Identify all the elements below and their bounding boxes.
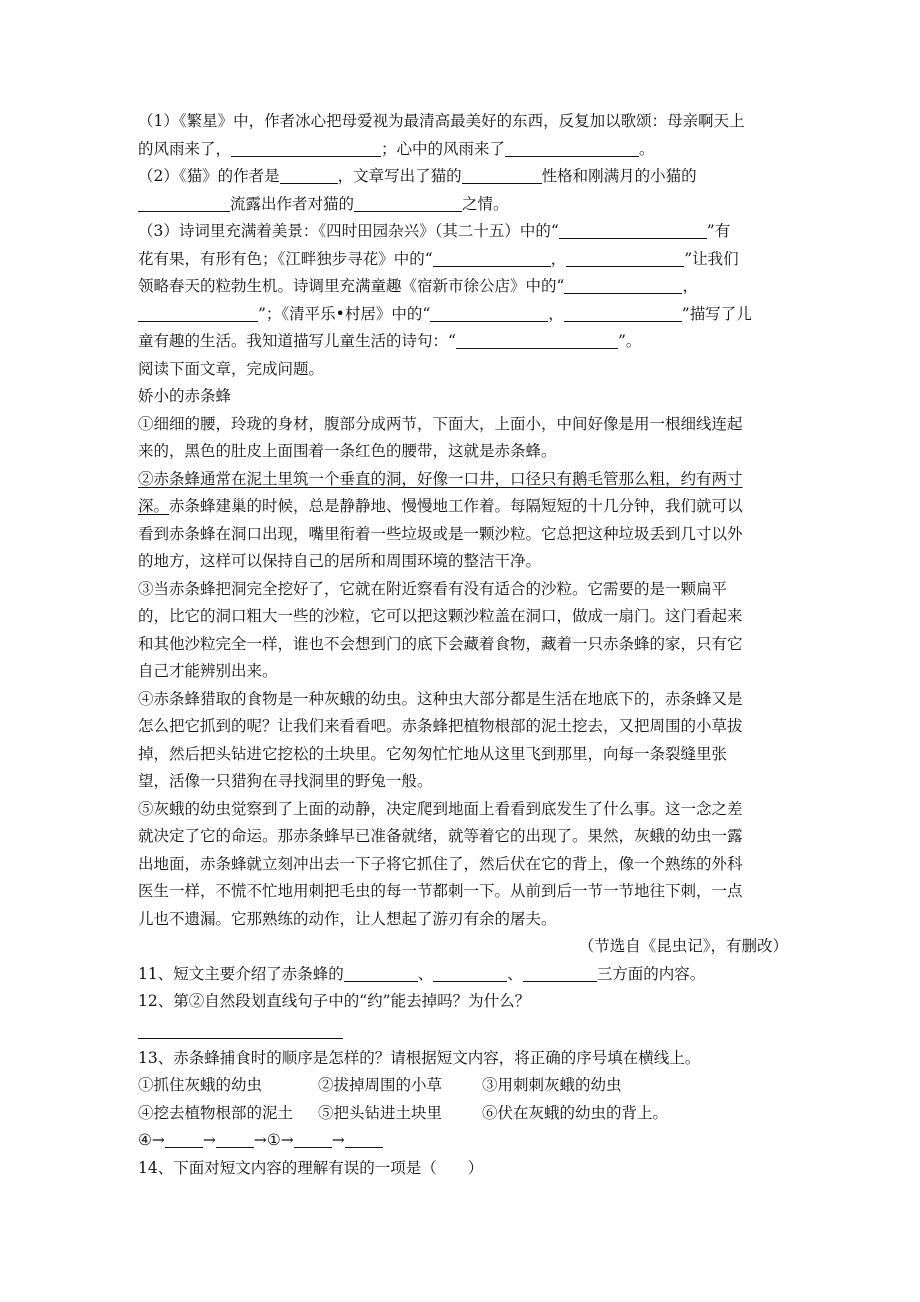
q3-text-e: ”让我们	[684, 249, 739, 268]
option-5: ⑤把头钻进土块里	[318, 1103, 443, 1122]
q3-text-d: ，	[550, 249, 567, 268]
answer-blank[interactable]	[523, 964, 597, 982]
paragraph-line: 和其他沙粒完全一样，谁也不会想到门的底下会藏着食物，藏着一只赤条蜂的家，只有它	[138, 634, 743, 653]
answer-blank[interactable]	[345, 1130, 383, 1148]
q3-line-3	[138, 273, 788, 301]
paragraph-line: 的，比它的洞口粗大一些的沙粒，它可以把这颗沙粒盖在洞口，做成一扇门。这门看起来	[138, 607, 743, 625]
q14: 14、下面对短文内容的理解有误的一项是（ ）	[138, 1158, 484, 1177]
q13-options-row-2	[138, 1100, 788, 1128]
q11-sep: 、	[417, 964, 434, 983]
q3-line-4	[138, 301, 788, 329]
paragraph-text: 赤条蜂建巢的时候，总是静静地、慢慢地工作着。每隔短短的十几分钟，我们就可以	[169, 497, 743, 515]
q3-text-b: ”有	[706, 222, 731, 240]
q2-text-e: 之情。	[462, 194, 509, 213]
paragraph-3	[138, 576, 788, 686]
q13-sequence	[138, 1127, 788, 1155]
q1-text: （1）《繁星》中，作者冰心把母爱视为最清高最美好的东西，反复加以歌颂：母亲啊天上	[138, 112, 745, 130]
q11-sep: 、	[507, 964, 523, 983]
option-6: ⑥伏在灰蛾的幼虫的背上。	[482, 1103, 669, 1122]
q13-options-row-1	[138, 1072, 788, 1100]
q3-text-j: ”描写了儿	[681, 304, 752, 323]
paragraph-1	[138, 411, 788, 466]
option-3: ③用刺刺灰蛾的幼虫	[482, 1076, 622, 1094]
q3-text-l: ”。	[617, 332, 642, 350]
paragraph-line	[138, 466, 788, 494]
answer-blank[interactable]	[564, 276, 682, 294]
q2-line-2	[138, 191, 788, 219]
answer-blank[interactable]	[433, 964, 507, 982]
answer-blank[interactable]	[564, 304, 682, 322]
option-4: ④挖去植物根部的泥土	[138, 1103, 294, 1122]
worksheet-page	[138, 108, 788, 1182]
answer-blank[interactable]	[165, 1130, 203, 1148]
underlined-sentence: ②赤条蜂通常在泥土里筑一个垂直的洞，好像一口井，口径只有鹅毛管那么粗，约有两寸	[138, 469, 743, 488]
paragraph-4	[138, 686, 788, 796]
paragraph-line: 儿也不遗漏。它那熟练的动作，让人想起了游刃有余的屠夫。	[138, 909, 557, 928]
q3-text-i: ，	[548, 304, 564, 323]
q2-line-1	[138, 163, 788, 191]
reading-intro: 阅读下面文章，完成问题。	[138, 359, 325, 378]
q3-text-f: 领略春天的粒勃生机。诗调里充满童趣《宿新市徐公店》中的“	[138, 277, 565, 295]
q2-text-d: 流露出作者对猫的	[230, 194, 355, 213]
q3-line-1	[138, 218, 788, 246]
answer-blank[interactable]	[566, 249, 684, 267]
answer-blank[interactable]	[433, 249, 551, 267]
q3-text-k: 童有趣的生活。我知道描写儿童生活的诗句：“	[138, 332, 456, 350]
paragraph-5	[138, 796, 788, 934]
answer-blank[interactable]	[231, 139, 381, 157]
answer-blank[interactable]	[462, 166, 542, 184]
seq-arrow: →	[202, 1131, 216, 1149]
q3-text-h: ”；《清平乐•村居》中的“	[258, 304, 431, 323]
answer-blank[interactable]	[138, 194, 230, 212]
q3-text-a: （3）诗词里充满着美景：《四时田园杂兴》（其二十五）中的“	[138, 222, 559, 240]
q2-text-c: 性格和刚满月的小猫的	[541, 167, 697, 185]
paragraph-line: 望，活像一只猎狗在寻找洞里的野兔一般。	[138, 772, 433, 790]
paragraph-line: 怎么把它抓到的呢？让我们来看看吧。赤条蜂把植物根部的泥土挖去，又把周围的小草拔	[138, 717, 743, 735]
underlined-sentence: 深。	[138, 497, 170, 515]
option-1: ①抓住灰蛾的幼虫	[138, 1076, 263, 1094]
seq-start: ④→	[138, 1131, 165, 1149]
answer-blank[interactable]	[216, 1130, 254, 1148]
q11-text-a: 11、短文主要介绍了赤条蜂的	[138, 964, 344, 983]
answer-blank[interactable]	[505, 139, 639, 157]
seq-mid: →①→	[253, 1131, 294, 1149]
q1-text-a: 的风雨来了，	[138, 139, 232, 158]
paragraph-line: 医生一样，不慌不忙地用刺把毛虫的每一节都刺一下。从前到后一节一节地往下刺，一点	[138, 882, 743, 900]
paragraph-line	[138, 493, 788, 521]
answer-blank[interactable]	[354, 194, 462, 212]
q12-answer-line[interactable]	[138, 1038, 343, 1039]
q11-text-b: 三方面的内容。	[596, 964, 706, 983]
q3-line-2	[138, 246, 788, 274]
seq-arrow: →	[331, 1131, 345, 1149]
q3-line-5	[138, 328, 788, 356]
paragraph-line: 看到赤条蜂在洞口出现，嘴里衔着一些垃圾或是一颗沙粒。它总把这种垃圾丢到几寸以外	[138, 524, 743, 543]
answer-blank[interactable]	[294, 1130, 332, 1148]
paragraph-line: ①细细的腰，玲珑的身材，腹部分成两节，下面大，上面小，中间好像是用一根细线连起	[138, 414, 743, 433]
q13-question: 13、赤条蜂捕食时的顺序是怎样的？请根据短文内容，将正确的序号填在横线上。	[138, 1048, 701, 1067]
q3-text-c: 花有果，有形有色；《江畔独步寻花》中的“	[138, 249, 433, 268]
option-2: ②拔掉周围的小草	[318, 1076, 443, 1094]
paragraph-line: 就决定了它的命运。那赤条蜂早已准备就绪，就等着它的出现了。果然，灰蛾的幼虫一露	[138, 827, 743, 845]
paragraph-line: 来的，黑色的肚皮上面围着一条红色的腰带，这就是赤条蜂。	[138, 442, 557, 460]
article-title: 娇小的赤条蜂	[138, 387, 232, 405]
q2-text-a: （2）《猫》的作者是	[138, 167, 280, 185]
answer-blank[interactable]	[559, 221, 707, 239]
paragraph-line: ④赤条蜂猎取的食物是一种灰蛾的幼虫。这种虫大部分都是生活在地底下的，赤条蜂又是	[138, 689, 743, 708]
paragraph-line: 的地方，这样可以保持自己的居所和周围环境的整洁干净。	[138, 552, 542, 570]
q1-line-2	[138, 136, 788, 164]
paragraph-2	[138, 466, 788, 576]
paragraph-line: ⑤灰蛾的幼虫觉察到了上面的动静，决定爬到地面上看看到底发生了什么事。这一念之差	[138, 799, 743, 818]
answer-blank[interactable]	[344, 964, 418, 982]
paragraph-line: ③当赤条蜂把洞完全挖好了，它就在附近察看有没有适合的沙粒。它需要的是一颗扁平	[138, 579, 728, 598]
paragraph-line: 掉，然后把头钻进它挖松的土块里。它匆匆忙忙地从这里飞到那里，向每一条裂缝里张	[138, 744, 728, 763]
q1-text-c: 。	[639, 139, 655, 158]
article-source: （节选自《昆虫记》，有删改）	[578, 937, 788, 955]
answer-blank[interactable]	[280, 166, 338, 184]
q2-text-b: ，文章写出了猫的	[337, 167, 462, 185]
paragraph-line: 出地面，赤条蜂就立刻冲出去一下子将它抓住了，然后伏在它的背上，像一个熟练的外科	[138, 854, 743, 873]
q3-text-g: ，	[682, 277, 698, 295]
q11	[138, 961, 788, 989]
q12: 12、第②自然段划直线句子中的“约”能去掉吗？为什么？	[138, 992, 531, 1010]
q1-text-b: ；心中的风雨来了	[381, 139, 506, 158]
paragraph-line: 自己才能辨别出来。	[138, 662, 278, 680]
answer-blank[interactable]	[430, 304, 548, 322]
q1-line-1	[138, 108, 788, 136]
answer-blank[interactable]	[138, 304, 258, 322]
answer-blank[interactable]	[456, 331, 618, 349]
